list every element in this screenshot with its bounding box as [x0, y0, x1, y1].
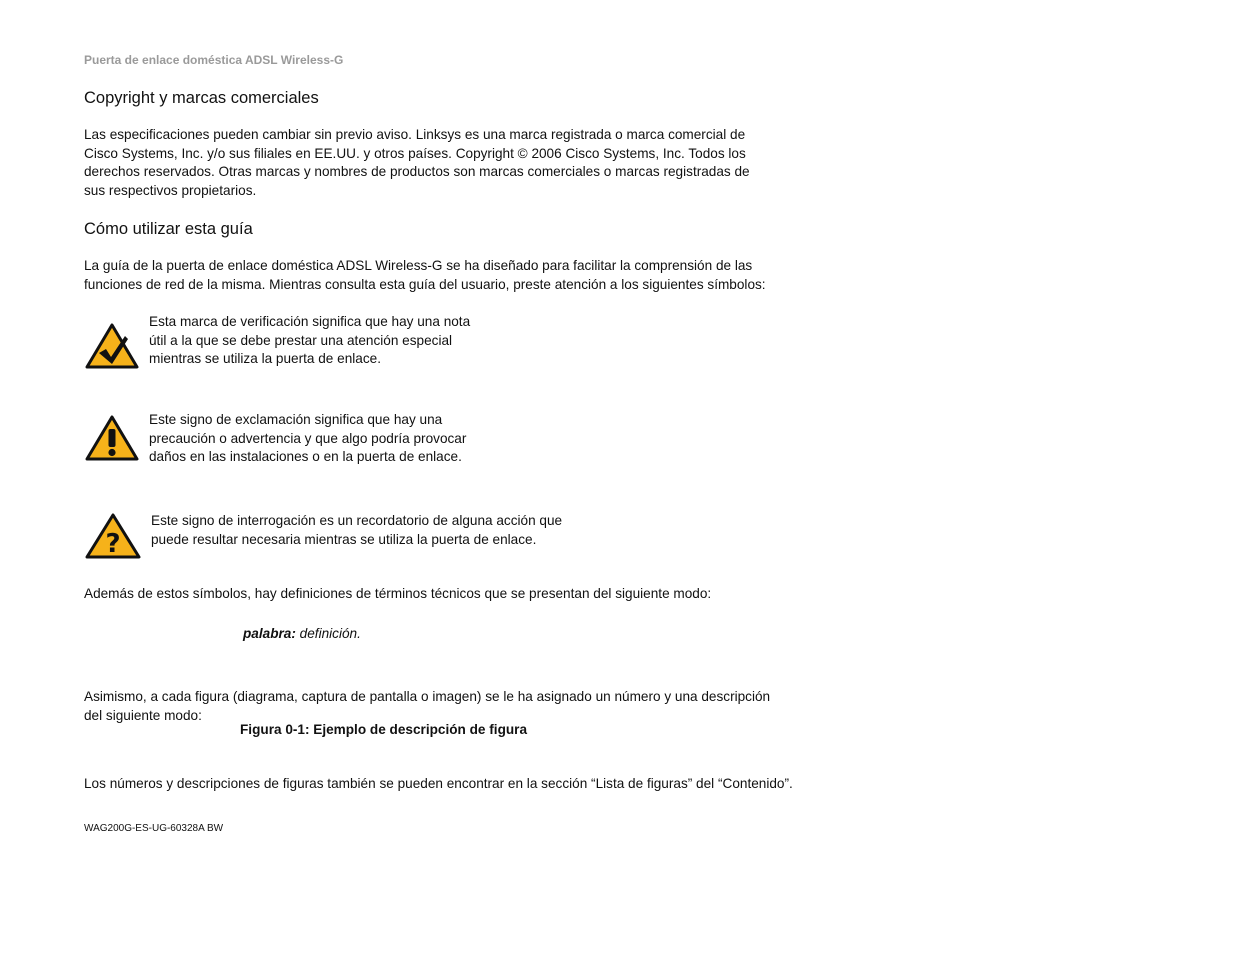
- checkmark-note-text: Esta marca de verificación significa que hay una nota útil a la que se debe prestar una atención especial mientras se utiliza la puerta de enlace.: [149, 314, 471, 367]
- guide-heading: Cómo utilizar esta guía: [84, 220, 253, 238]
- copyright-heading: Copyright y marcas comerciales: [84, 89, 319, 107]
- copyright-paragraph: Las especificaciones pueden cambiar sin previo aviso. Linksys es una marca registrada o marca comercial de Cisco Systems, Inc. y/o sus filiales en EE.UU. y otros países. Copyright © 2006 Cisco Systems, Inc. Todos los derechos reservados. Otras marcas y nombres de productos son marcas comerciales o marcas registradas de sus respectivos propietarios.: [84, 127, 750, 198]
- question-warning-icon: [84, 512, 142, 560]
- exclamation-warning-icon: [84, 414, 140, 462]
- svg-text:?: ?: [105, 529, 121, 559]
- term-definition-example: [243, 626, 361, 641]
- running-header: Puerta de enlace doméstica ADSL Wireless-G: [84, 53, 344, 67]
- term-definition: definición.: [295, 626, 361, 641]
- term-word: palabra:: [243, 626, 296, 641]
- figure-intro-paragraph: Asimismo, a cada figura (diagrama, captura de pantalla o imagen) se le ha asignado un número y una descripción del siguiente modo:: [84, 689, 771, 723]
- figure-list-note: Los números y descripciones de figuras también se pueden encontrar en la sección “Lista de figuras” del “Contenido”.: [84, 776, 793, 791]
- question-note-text: Este signo de interrogación es un recordatorio de alguna acción que puede resultar necesaria mientras se utiliza la puerta de enlace.: [151, 513, 563, 547]
- guide-intro-paragraph: La guía de la puerta de enlace doméstica ADSL Wireless-G se ha diseñado para facilitar la comprensión de las funciones de red de la misma. Mientras consulta esta guía del usuario, preste atención a los siguientes símbolos:: [84, 258, 766, 292]
- document-code: WAG200G-ES-UG-60328A BW: [84, 823, 224, 834]
- terms-intro-paragraph: Además de estos símbolos, hay definiciones de términos técnicos que se presentan del siguiente modo:: [84, 586, 712, 601]
- figure-caption-example: Figura 0-1: Ejemplo de descripción de figura: [240, 722, 528, 737]
- checkmark-warning-icon: [84, 322, 140, 370]
- exclamation-note-text: Este signo de exclamación significa que hay una precaución o advertencia y que algo podría provocar daños en las instalaciones o en la puerta de enlace.: [149, 412, 467, 465]
